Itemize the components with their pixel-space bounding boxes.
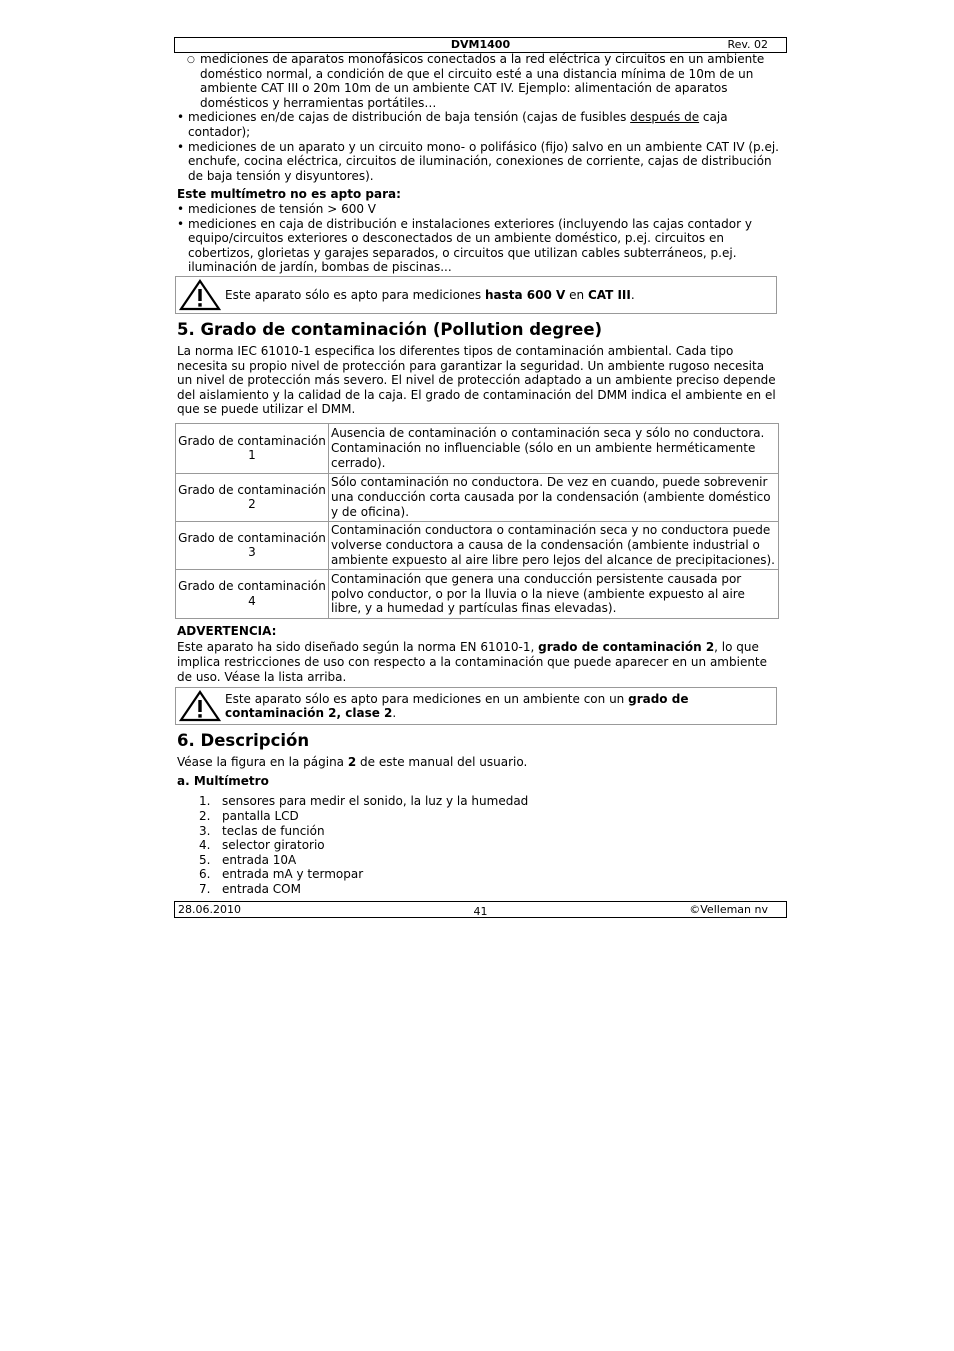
warning-triangle-icon	[179, 279, 221, 311]
list-item: 6. entrada mA y termopar	[199, 867, 364, 882]
table-row	[176, 569, 779, 618]
warning-text: Este aparato sólo es apto para mediciones hasta 600 V en CAT III.	[225, 287, 635, 302]
warning-text: Este aparato sólo es apto para mediciones en un ambiente con un grado de contaminación 2, clase 2.	[225, 691, 689, 721]
table-row	[176, 423, 779, 473]
parts-list	[177, 794, 779, 896]
multimeter-subtitle: a. Multímetro	[177, 773, 269, 788]
advertencia-label: ADVERTENCIA:	[177, 623, 277, 638]
section-6-intro: Véase la figura en la página 2 de este manual del usuario.	[177, 755, 528, 770]
list-item: 7. entrada COM	[199, 882, 301, 896]
section-5-title: 5. Grado de contaminación (Pollution degree)	[177, 319, 603, 339]
pollution-table	[175, 423, 779, 619]
footer-copyright: ©Velleman nv	[689, 903, 768, 916]
page-number: 41	[473, 905, 488, 918]
section-5-intro: La norma IEC 61010-1 especifica los diferentes tipos de contaminación ambiental. Cada tipo necesita su propio nivel de protección para garantizar la seguridad. Un ambiente rugoso necesita un nivel de protección más severo. El nivel de protección adaptado a un ambiente preciso depende del aislamiento y la calidad de la caja. El grado de contaminación del DMM indica el ambiente en el que se puede utilizar el DMM.	[177, 343, 776, 417]
revision: Rev. 02	[727, 38, 768, 51]
list-item: • mediciones en/de cajas de distribución de baja tensión (cajas de fusibles después de caja contador);	[177, 110, 779, 139]
warning-triangle-icon	[179, 690, 221, 722]
page-content	[177, 52, 779, 897]
list-item: 5. entrada 10A	[199, 852, 297, 867]
footer-date: 28.06.2010	[178, 903, 241, 916]
list-item: • mediciones de un aparato y un circuito mono- o polifásico (fijo) salvo en un ambiente CAT IV (p.ej. enchufe, cocina eléctrica, circuitos de iluminación, conexiones de corriente, cajas de distribución de baja tensión y disyuntores).	[177, 140, 779, 184]
circle-bullet-icon: ○	[187, 55, 195, 65]
degree-label: Grado de contaminación 4	[176, 569, 329, 618]
list-item: 4. selector giratorio	[199, 838, 325, 853]
table-row	[176, 521, 779, 569]
section-6-title: 6. Descripción	[177, 731, 310, 751]
degree-label: Grado de contaminación 2	[176, 473, 329, 521]
list-item: 3. teclas de función	[199, 823, 325, 838]
warning-box	[175, 687, 777, 725]
degree-description: Ausencia de contaminación o contaminación seca y sólo no conductora. Contaminación no influenciable (sólo en un ambiente herméticamente cerrado).	[329, 423, 779, 473]
list-item: 2. pantalla LCD	[199, 809, 299, 824]
degree-label: Grado de contaminación 1	[176, 423, 329, 473]
sub-list-item: ○ mediciones de aparatos monofásicos conectados a la red eléctrica y circuitos en un ambiente doméstico normal, a condición de que el circuito esté a una distancia mínima de 10m de un ambiente CAT III o 20m 10m de un ambiente CAT IV. Ejemplo: alimentación de aparatos domésticos y herramientas portátiles…	[187, 52, 765, 110]
list-item: 1. sensores para medir el sonido, la luz y la humedad	[199, 794, 529, 809]
page-footer	[174, 901, 787, 918]
list-item: • mediciones en caja de distribución e instalaciones exteriores (incluyendo las cajas contador y equipo/circuitos exteriores o desconectados de un ambiente doméstico, p.ej. circuitos en cobertizos, glorietas y garajes separados, o circuitos que utilizan cables subterráneos, p.ej. iluminación de jardín, bombas de piscinas...	[177, 217, 779, 275]
degree-description: Contaminación conductora o contaminación seca y no conductora puede volverse conductora a causa de la condensación (ambiente industrial o ambiente expuesto al aire libre pero lejos del alcance de precipitaciones).	[329, 521, 779, 569]
advertencia-text: Este aparato ha sido diseñado según la norma EN 61010-1, grado de contaminación 2, lo que implica restricciones de uso con respecto a la contaminación que puede aparecer en un ambiente de uso. Véase la lista arriba.	[177, 640, 768, 684]
not-suitable-list	[177, 202, 779, 275]
usage-list	[177, 110, 779, 183]
page-header	[174, 37, 787, 53]
table-row	[176, 473, 779, 521]
list-item: • mediciones de tensión > 600 V	[177, 202, 779, 217]
not-suitable-label: Este multímetro no es apto para:	[177, 187, 401, 202]
warning-box	[175, 276, 777, 314]
degree-description: Contaminación que genera una conducción persistente causada por polvo conductor, o por la lluvia o la nieve (ambiente expuesto al aire libre, y a humedad y partículas finas elevadas).	[329, 569, 779, 618]
degree-label: Grado de contaminación 3	[176, 521, 329, 569]
degree-description: Sólo contaminación no conductora. De vez en cuando, puede sobrevenir una conducción corta causada por la condensación (ambiente doméstico y de oficina).	[329, 473, 779, 521]
model-name: DVM1400	[450, 38, 511, 51]
